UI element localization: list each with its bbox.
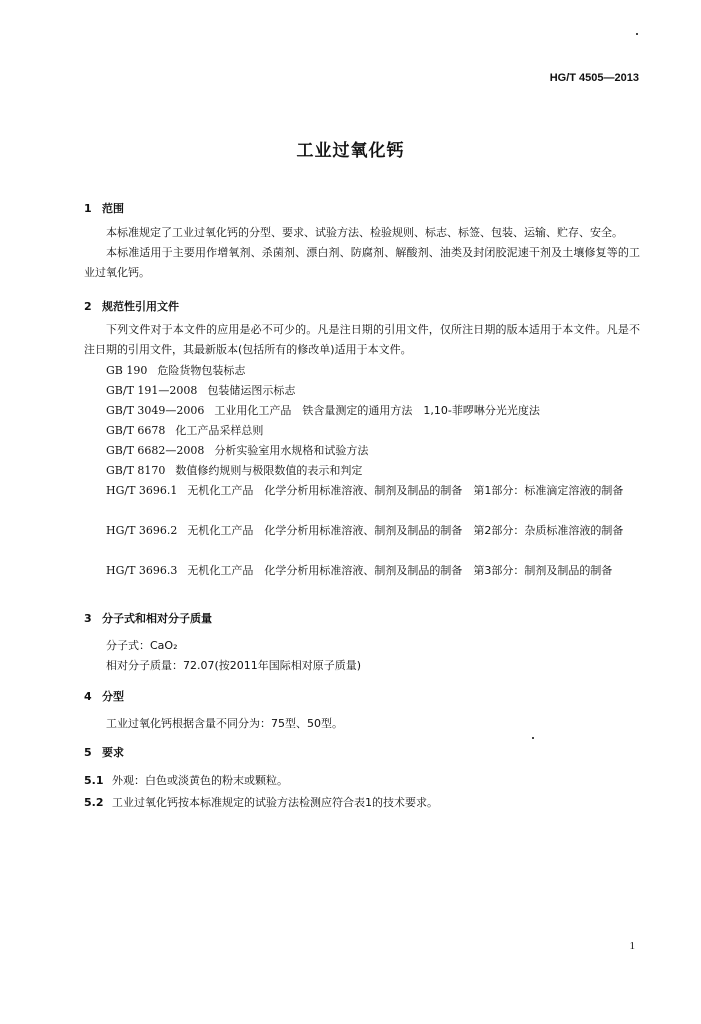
- reference-item: [84, 481, 640, 501]
- section-title: 范围: [102, 202, 124, 215]
- section-number: 4: [84, 690, 92, 703]
- reference-item: [84, 561, 640, 581]
- section-title: 分型: [102, 690, 124, 703]
- reference-item: [84, 461, 640, 481]
- section-4-heading: [84, 688, 124, 704]
- requirement-item: [84, 794, 438, 810]
- reference-code: GB/T 3049—2006: [106, 404, 205, 417]
- reference-code: HG/T 3696.1: [106, 484, 178, 497]
- page-number: 1: [629, 940, 635, 952]
- section-2-heading: [84, 298, 179, 314]
- reference-title: 工业用化工产品 铁含量测定的通用方法 1,10-菲啰啉分光光度法: [214, 404, 540, 417]
- reference-title: 数值修约规则与极限数值的表示和判定: [175, 464, 363, 477]
- reference-item: [84, 421, 640, 441]
- section-3-heading: [84, 610, 212, 626]
- item-text: 工业过氧化钙按本标准规定的试验方法检测应符合表1的技术要求。: [112, 796, 438, 809]
- section-1-paragraph-1: 本标准规定了工业过氧化钙的分型、要求、试验方法、检验规则、标志、标签、包装、运输、贮存、安全。: [106, 226, 623, 239]
- section-1-heading: [84, 200, 124, 216]
- reference-title: 无机化工产品 化学分析用标准溶液、制剂及制品的制备 第3部分：制剂及制品的制备: [187, 564, 613, 577]
- reference-item: [84, 381, 640, 401]
- reference-code: HG/T 3696.2: [106, 524, 178, 537]
- reference-title: 包装储运图示标志: [207, 384, 296, 397]
- standard-number: HG/T 4505—2013: [549, 72, 639, 84]
- reference-title: 化工产品采样总则: [175, 424, 264, 437]
- reference-item: [84, 521, 640, 541]
- molecular-formula: 分子式：CaO₂: [106, 639, 178, 652]
- scan-speck: [532, 737, 534, 739]
- section-number: 1: [84, 202, 92, 215]
- reference-title: 无机化工产品 化学分析用标准溶液、制剂及制品的制备 第2部分：杂质标准溶液的制备: [187, 524, 624, 537]
- section-number: 3: [84, 612, 92, 625]
- item-text: 外观：白色或淡黄色的粉末或颗粒。: [112, 774, 288, 787]
- section-number: 5: [84, 746, 92, 759]
- section-1-paragraph-2: 本标准适用于主要用作增氧剂、杀菌剂、漂白剂、防腐剂、解酸剂、油类及封闭胶泥速干剂及土壤修复等的工业过氧化钙。: [84, 246, 640, 279]
- reference-title: 危险货物包装标志: [157, 364, 246, 377]
- section-title: 分子式和相对分子质量: [102, 612, 212, 625]
- document-title: 工业过氧化钙: [296, 141, 405, 161]
- reference-item: [84, 361, 640, 381]
- requirement-item: [84, 772, 288, 788]
- reference-title: 无机化工产品 化学分析用标准溶液、制剂及制品的制备 第1部分：标准滴定溶液的制备: [187, 484, 624, 497]
- section-2-paragraph: 下列文件对于本文件的应用是必不可少的。凡是注日期的引用文件，仅所注日期的版本适用于本文件。凡是不注日期的引用文件，其最新版本(包括所有的修改单)适用于本文件。: [84, 323, 640, 356]
- item-number: 5.2: [84, 796, 104, 809]
- scan-speck: [636, 33, 638, 35]
- section-title: 规范性引用文件: [102, 300, 179, 313]
- molecular-mass: 相对分子质量：72.07(按2011年国际相对原子质量): [106, 659, 362, 672]
- reference-item: [84, 441, 640, 461]
- section-title: 要求: [102, 746, 124, 759]
- reference-code: GB/T 6678: [106, 424, 166, 437]
- reference-code: HG/T 3696.3: [106, 564, 178, 577]
- item-number: 5.1: [84, 774, 104, 787]
- section-number: 2: [84, 300, 92, 313]
- section-4-paragraph: 工业过氧化钙根据含量不同分为：75型、50型。: [106, 717, 343, 730]
- reference-code: GB/T 191—2008: [106, 384, 198, 397]
- reference-code: GB/T 8170: [106, 464, 166, 477]
- reference-item: [84, 401, 640, 421]
- section-5-heading: [84, 744, 124, 760]
- reference-code: GB 190: [106, 364, 148, 377]
- reference-title: 分析实验室用水规格和试验方法: [214, 444, 369, 457]
- reference-code: GB/T 6682—2008: [106, 444, 205, 457]
